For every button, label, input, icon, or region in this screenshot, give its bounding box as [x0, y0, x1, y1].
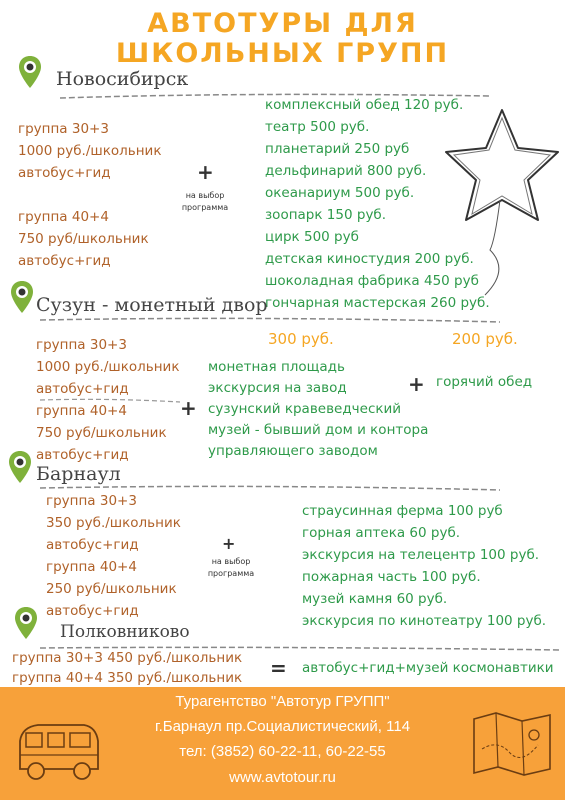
- group-size: группа 40+4: [36, 403, 127, 419]
- polkovnikovo-includes: автобус+гид+музей космонавтики: [302, 660, 554, 676]
- group-includes: автобус+гид: [46, 603, 139, 619]
- map-icon: [468, 709, 556, 779]
- polkovnikovo-row2: группа 40+4 350 руб./школьник: [12, 670, 243, 686]
- choice-note: на выбор программа: [181, 191, 229, 212]
- barnaul-group1: [46, 490, 181, 556]
- option-item: экскурсия по кинотеатру 100 руб.: [302, 613, 547, 629]
- program-item: сузунский кравеведческий: [208, 401, 402, 417]
- option-item: цирк 500 руб: [265, 229, 359, 245]
- group-price: 1000 руб./школьник: [18, 143, 162, 159]
- barnaul-options: [302, 500, 546, 632]
- group-includes: автобус+гид: [18, 253, 111, 269]
- plus-sign: +: [180, 396, 197, 420]
- option-item: экскурсия на телецентр 100 руб.: [302, 547, 540, 563]
- footer-phone: тел: (3852) 60-22-11, 60-22-55: [179, 743, 386, 760]
- minibus-icon: [12, 717, 102, 785]
- option-item: детская киностудия 200 руб.: [265, 251, 474, 267]
- group-price: 750 руб/школьник: [18, 231, 149, 247]
- program-item: экскурсия на завод: [208, 380, 347, 396]
- option-item: пожарная часть 100 руб.: [302, 569, 481, 585]
- plus-sign: +: [222, 534, 236, 553]
- group-size: группа 30+3: [36, 337, 127, 353]
- group-size: группа 40+4: [46, 559, 137, 575]
- group-price: 350 руб./школьник: [46, 515, 181, 531]
- group-includes: автобус+гид: [18, 165, 111, 181]
- plus-sign: +: [408, 372, 425, 396]
- map-pin-icon: [8, 450, 32, 484]
- city-name-suzun: Сузун - монетный двор: [36, 294, 268, 316]
- option-item: театр 500 руб.: [265, 119, 370, 135]
- group-price: 250 руб/школьник: [46, 581, 177, 597]
- title-line-2: ШКОЛЬНЫХ ГРУПП: [115, 38, 450, 69]
- option-item: гончарная мастерская 260 руб.: [265, 295, 490, 311]
- group-includes: автобус+гид: [36, 447, 129, 463]
- equals-sign: =: [270, 656, 287, 680]
- group-price: 1000 руб./школьник: [36, 359, 180, 375]
- suzun-group2: [36, 400, 167, 466]
- program-item: управляющего заводом: [208, 443, 378, 459]
- option-item: страусинная ферма 100 руб: [302, 503, 503, 519]
- suzun-extra: горячий обед: [436, 374, 533, 390]
- novosibirsk-group1: [18, 118, 161, 184]
- city-name-novosibirsk: Новосибирск: [56, 68, 189, 90]
- novosibirsk-options: [265, 94, 490, 314]
- footer-company: Турагентство "Автотур ГРУПП": [175, 693, 390, 710]
- option-item: горная аптека 60 руб.: [302, 525, 461, 541]
- option-item: дельфинарий 800 руб.: [265, 163, 427, 179]
- group-price: 750 руб/школьник: [36, 425, 167, 441]
- map-pin-icon: [14, 606, 38, 640]
- option-item: зоопарк 150 руб.: [265, 207, 387, 223]
- group-includes: автобус+гид: [46, 537, 139, 553]
- footer-contact-band: [0, 687, 565, 800]
- footer-address: г.Барнаул пр.Социалистический, 114: [154, 718, 411, 735]
- group-size: группа 30+3: [46, 493, 137, 509]
- city-name-polkovnikovo: Полковниково: [60, 622, 190, 642]
- group-size: группа 30+3: [18, 121, 109, 137]
- barnaul-group2: [46, 556, 177, 622]
- option-item: комплексный обед 120 руб.: [265, 97, 464, 113]
- group-includes: автобус+гид: [36, 381, 129, 397]
- map-pin-icon: [18, 55, 42, 89]
- option-item: шоколадная фабрика 450 руб: [265, 273, 479, 289]
- group-size: группа 40+4: [18, 209, 109, 225]
- option-item: планетарий 250 руб: [265, 141, 410, 157]
- polkovnikovo-row1: группа 30+3 450 руб./школьник: [12, 650, 243, 666]
- map-pin-icon: [10, 280, 34, 314]
- city-name-barnaul: Барнаул: [36, 463, 121, 485]
- suzun-group1: [36, 334, 179, 400]
- choice-note: на выбор программа: [207, 557, 255, 578]
- suzun-program-price: 300 руб.: [268, 330, 334, 348]
- footer-website[interactable]: www.avtotour.ru: [229, 769, 336, 786]
- plus-sign: +: [197, 160, 214, 184]
- novosibirsk-group2: [18, 206, 149, 272]
- suzun-program: [208, 357, 428, 462]
- program-item: монетная площадь: [208, 359, 345, 375]
- title-line-1: АВТОТУРЫ ДЛЯ: [147, 8, 418, 39]
- suzun-lunch-price: 200 руб.: [452, 330, 518, 348]
- program-item: музей - бывший дом и контора: [208, 422, 429, 438]
- option-item: океанариум 500 руб.: [265, 185, 415, 201]
- option-item: музей камня 60 руб.: [302, 591, 448, 607]
